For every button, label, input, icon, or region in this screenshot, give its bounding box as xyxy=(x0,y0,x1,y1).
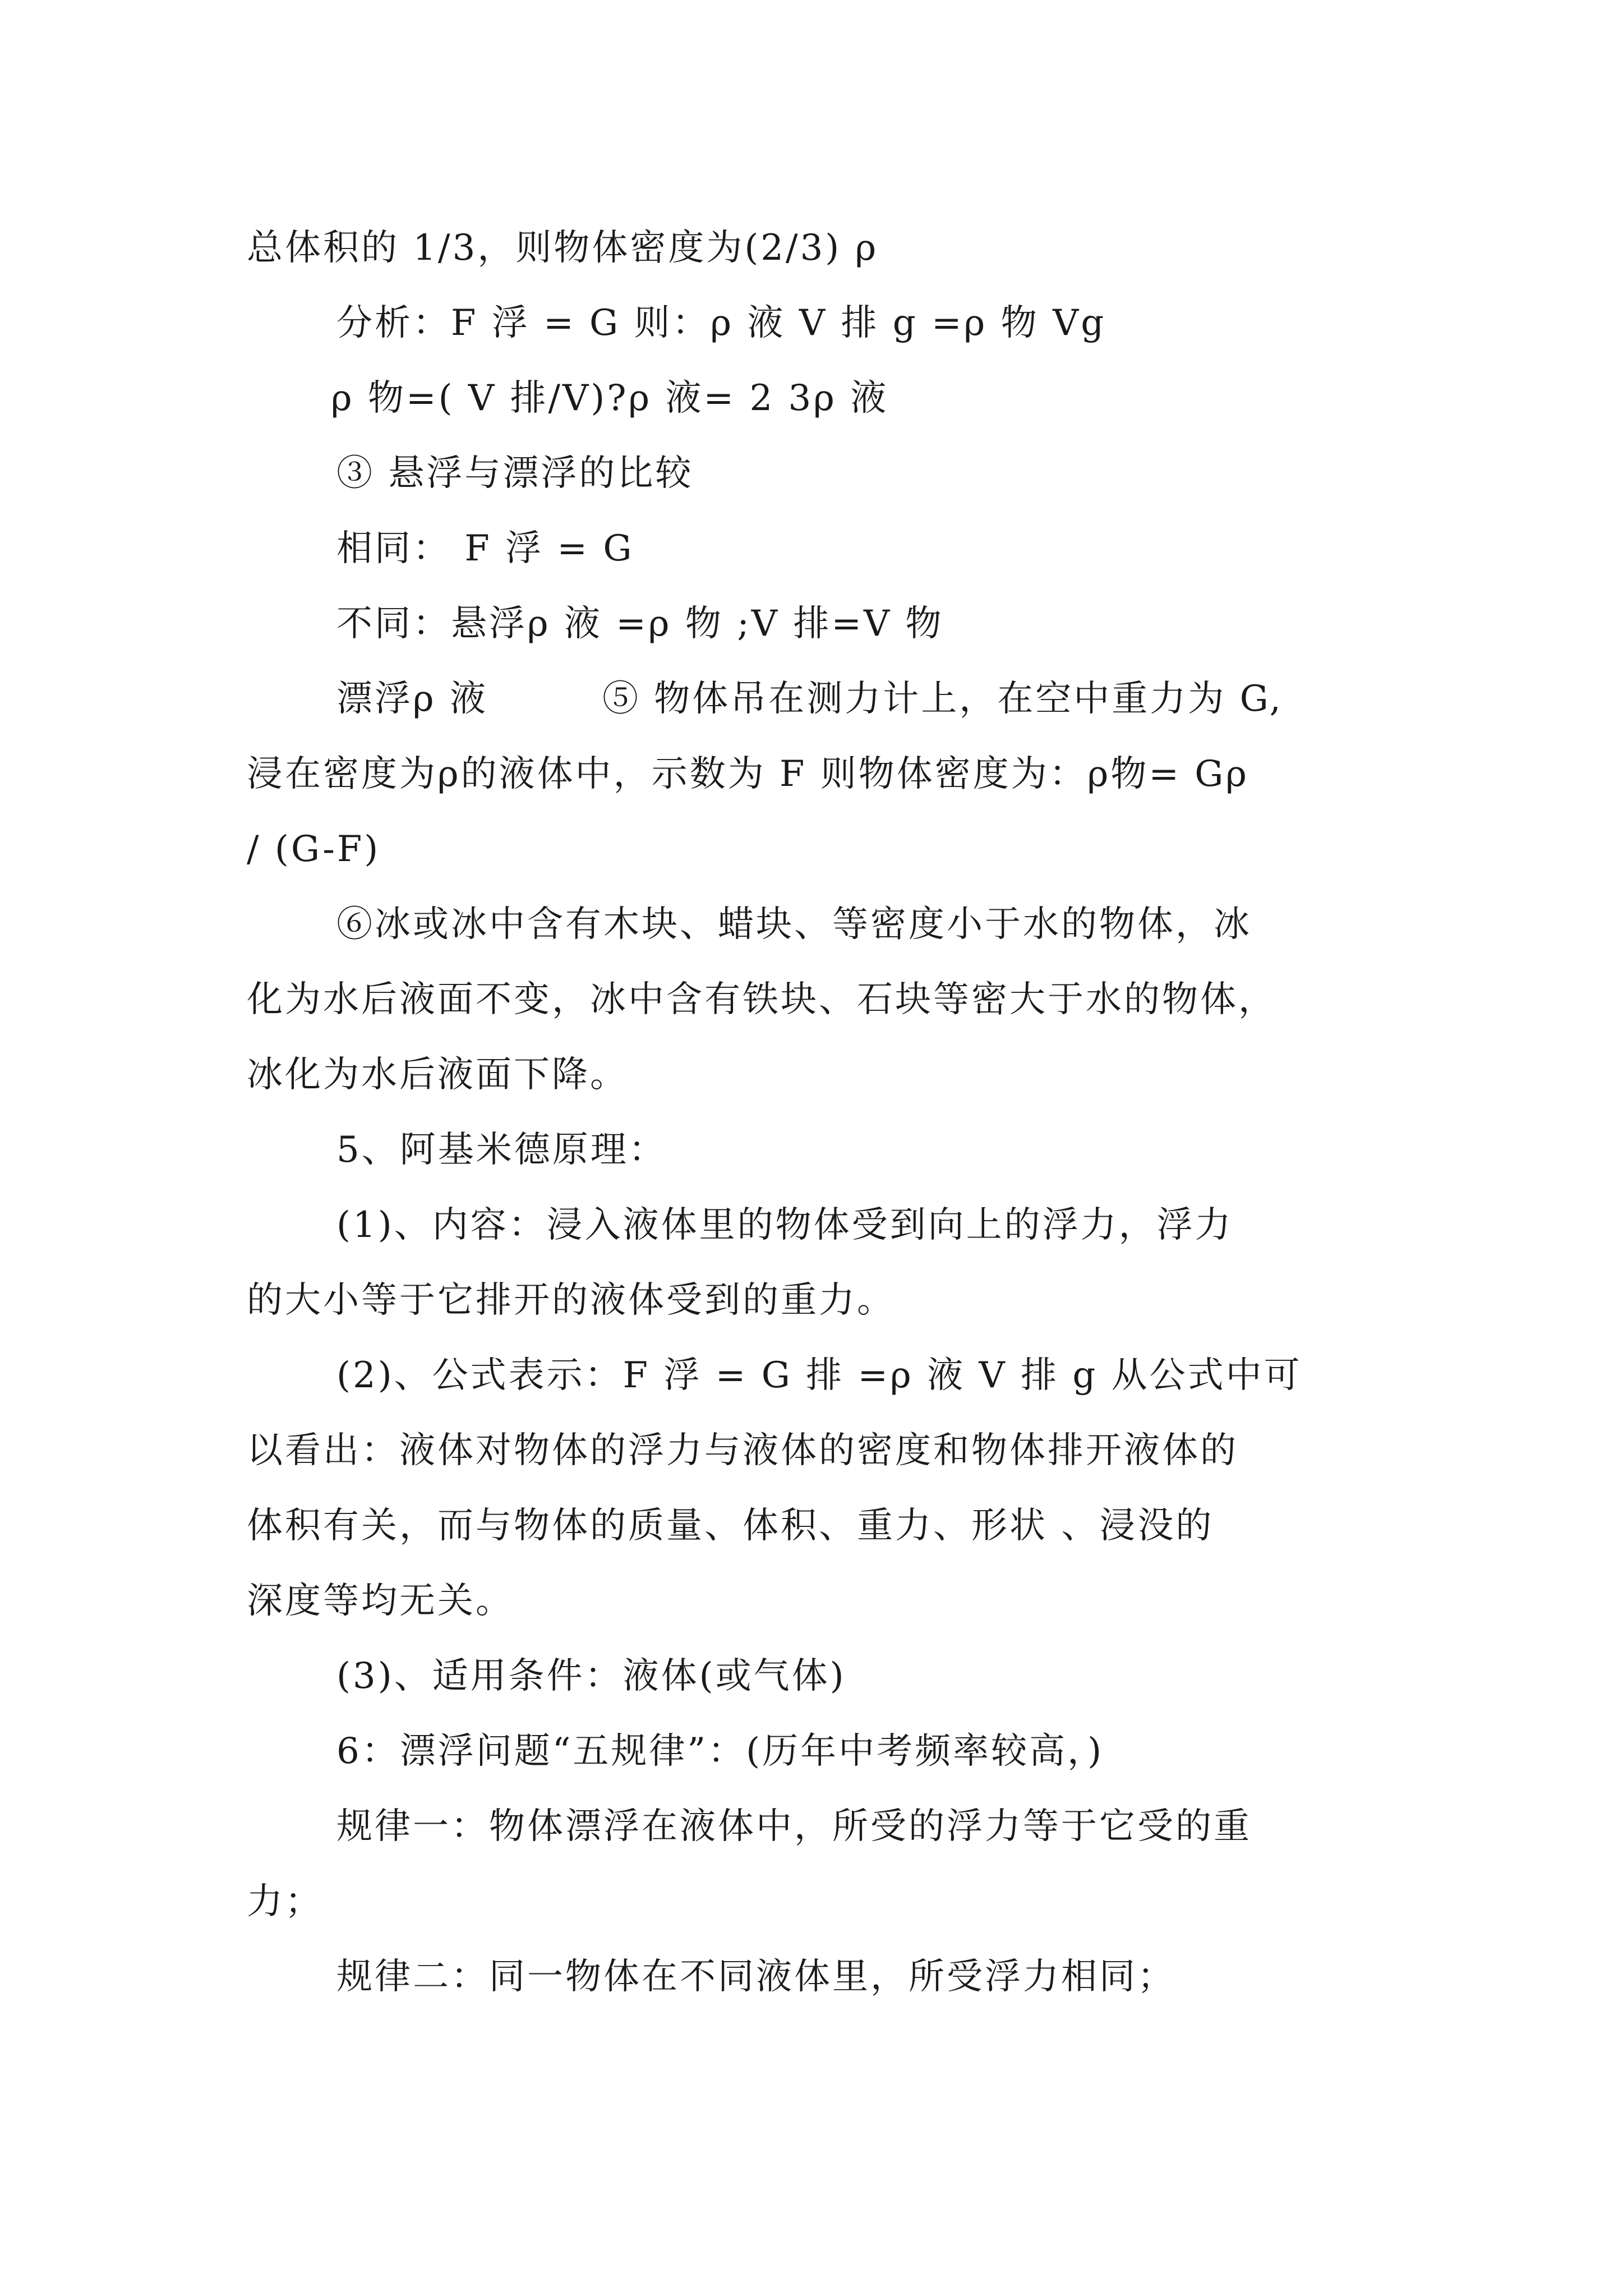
section-heading: 5、阿基米德原理： xyxy=(336,1129,667,1171)
paragraph-line: 总体积的 1/3，则物体密度为(2/3) ρ xyxy=(247,227,879,269)
paragraph-line: 漂浮ρ 液 ⑤ 物体吊在测力计上，在空中重力为 G, xyxy=(336,678,1283,720)
paragraph-line: / (G-F) xyxy=(247,829,381,870)
paragraph-line: 体积有关，而与物体的质量、体积、重力、形状 、浸没的 xyxy=(247,1505,1214,1547)
paragraph-line: (1)、内容：浸入液体里的物体受到向上的浮力，浮力 xyxy=(336,1204,1233,1246)
paragraph-line: 浸在密度为ρ的液体中，示数为 F 则物体密度为：ρ物= Gρ xyxy=(247,753,1249,795)
paragraph-line: 以看出：液体对物体的浮力与液体的密度和物体排开液体的 xyxy=(247,1430,1238,1471)
paragraph-line: 力； xyxy=(247,1881,323,1922)
paragraph-line: (3)、适用条件：液体(或气体) xyxy=(336,1655,846,1697)
paragraph-line: 不同：悬浮ρ 液 =ρ 物 ;V 排=V 物 xyxy=(336,603,944,645)
document-body xyxy=(247,210,1385,2014)
paragraph-line: 规律一：物体漂浮在液体中，所受的浮力等于它受的重 xyxy=(336,1806,1252,1847)
paragraph-line: 分析：F 浮 = G 则：ρ 液 V 排 g =ρ 物 Vg xyxy=(336,302,1106,344)
paragraph-line: (2)、公式表示：F 浮 = G 排 =ρ 液 V 排 g 从公式中可 xyxy=(336,1355,1302,1396)
paragraph-line: 规律二：同一物体在不同液体里，所受浮力相同； xyxy=(336,1956,1175,1998)
paragraph-line: 深度等均无关。 xyxy=(247,1580,514,1622)
paragraph-line: 相同： F 浮 = G xyxy=(336,528,634,569)
formula-line: ρ 物=( V 排/V)?ρ 液= 2 3ρ 液 xyxy=(331,378,889,419)
section-heading: 6：漂浮问题“五规律”：(历年中考频率较高，) xyxy=(336,1731,1104,1772)
section-heading: ③ 悬浮与漂浮的比较 xyxy=(336,453,694,494)
paragraph-line: ⑥冰或冰中含有木块、蜡块、等密度小于水的物体，冰 xyxy=(336,904,1252,945)
paragraph-line: 化为水后液面不变，冰中含有铁块、石块等密大于水的物体， xyxy=(247,979,1276,1020)
paragraph-line: 的大小等于它排开的液体受到的重力。 xyxy=(247,1280,895,1321)
paragraph-line: 冰化为水后液面下降。 xyxy=(247,1054,628,1096)
